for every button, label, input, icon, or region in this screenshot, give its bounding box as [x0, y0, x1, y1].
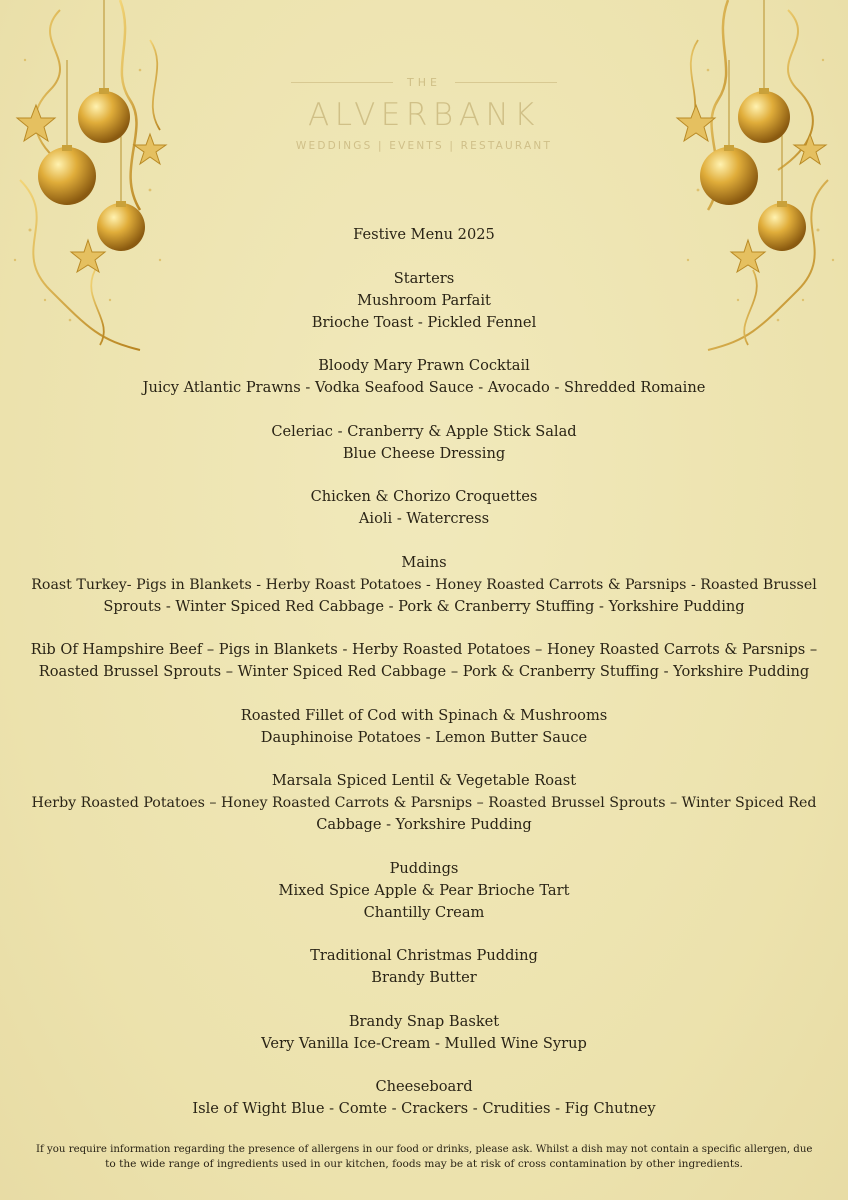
dish-description: Isle of Wight Blue - Comte - Crackers - Crudities - Fig Chutney — [192, 1100, 656, 1117]
dish-description: Chantilly Cream — [363, 903, 485, 921]
dish-line: Rib Of Hampshire Beef – Pigs in Blankets - Herby Roasted Potatoes – Honey Roasted Carrots & Parsnips – — [30, 641, 818, 658]
dish-description: Brioche Toast - Pickled Fennel — [311, 313, 537, 331]
menu-item — [30, 290, 818, 334]
menu-item — [30, 574, 818, 618]
menu-item — [30, 1011, 818, 1055]
dish-line: Roast Turkey- Pigs in Blankets - Herby Roast Potatoes - Honey Roasted Carrots & Parsnips - Roasted Brussel — [31, 576, 817, 593]
starters-section — [30, 268, 818, 531]
dish-description: Cabbage - Yorkshire Pudding — [316, 816, 532, 833]
dish-name: Mushroom Parfait — [357, 291, 491, 309]
menu-item — [30, 1076, 818, 1120]
logo-tagline: WEDDINGS | EVENTS | RESTAURANT — [295, 140, 553, 152]
dish-name: Brandy Snap Basket — [348, 1012, 500, 1030]
section-heading-starters: Starters — [393, 269, 455, 287]
dish-name: Cheeseboard — [375, 1078, 473, 1095]
dish-name: Marsala Spiced Lentil & Vegetable Roast — [271, 772, 577, 789]
menu-item — [30, 355, 818, 399]
dish-name: Chicken & Chorizo Croquettes — [310, 488, 538, 505]
allergen-notice-line: If you require information regarding the presence of allergens in our food or drinks, please ask. Whilst a dish may not contain a specific allergen, due — [36, 1144, 813, 1155]
dish-description: Dauphinoise Potatoes - Lemon Butter Sauce — [260, 728, 588, 746]
allergen-notice — [36, 1142, 812, 1172]
section-heading-puddings: Puddings — [389, 859, 459, 877]
dish-line: Roasted Brussel Sprouts – Winter Spiced Red Cabbage – Pork & Cranberry Stuffing - Yorkshire Pudding — [38, 663, 810, 680]
dish-name: Traditional Christmas Pudding — [310, 947, 538, 964]
logo-the: THE — [407, 75, 441, 89]
puddings-section — [30, 858, 818, 1121]
section-heading-mains: Mains — [401, 553, 447, 571]
dish-description: Very Vanilla Ice-Cream - Mulled Wine Syrup — [261, 1034, 587, 1052]
menu-item — [30, 421, 818, 465]
dish-name: Celeriac - Cranberry & Apple Stick Salad — [271, 422, 577, 440]
logo-divider-left — [291, 82, 393, 83]
menu-title: Festive Menu 2025 — [353, 226, 495, 243]
menu-item — [30, 770, 818, 836]
dish-name: Mixed Spice Apple & Pear Brioche Tart — [278, 881, 570, 899]
festive-menu — [30, 224, 818, 1120]
menu-item — [30, 486, 818, 530]
dish-name: Roasted Fillet of Cod with Spinach & Mushrooms — [240, 706, 608, 724]
dish-name: Bloody Mary Prawn Cocktail — [318, 357, 530, 374]
menu-item — [30, 945, 818, 989]
dish-line: Sprouts - Winter Spiced Red Cabbage - Pork & Cranberry Stuffing - Yorkshire Pudding — [103, 597, 745, 615]
logo-divider-right — [455, 82, 557, 83]
dish-description: Herby Roasted Potatoes – Honey Roasted Carrots & Parsnips – Roasted Brussel Sprouts – Winter Spiced Red — [31, 795, 817, 811]
alverbank-logo — [0, 74, 848, 152]
menu-item — [30, 880, 818, 924]
allergen-notice-line: to the wide range of ingredients used in our kitchen, foods may be at risk of cross contamination by other ingredients. — [105, 1158, 743, 1170]
menu-item — [30, 639, 818, 683]
menu-item — [30, 705, 818, 749]
dish-description: Aioli - Watercress — [358, 510, 490, 527]
mains-section — [30, 552, 818, 837]
logo-the-row — [0, 74, 848, 90]
dish-description: Brandy Butter — [371, 969, 477, 986]
dish-description: Juicy Atlantic Prawns - Vodka Seafood Sauce - Avocado - Shredded Romaine — [142, 379, 706, 396]
logo-name: ALVERBANK — [308, 97, 540, 133]
dish-description: Blue Cheese Dressing — [342, 444, 506, 462]
